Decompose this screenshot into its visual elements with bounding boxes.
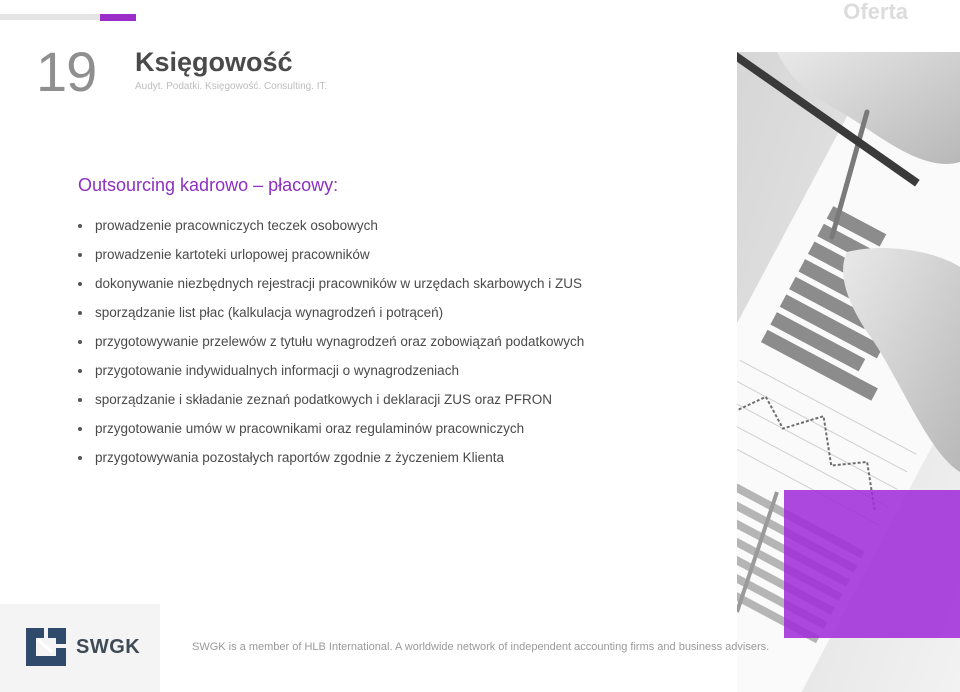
purple-accent-block [784, 490, 960, 638]
bullet-list [78, 212, 584, 473]
slide-title: Księgowość [135, 47, 293, 77]
bullet-dot-icon [78, 427, 82, 431]
list-item [78, 357, 584, 386]
bullet-dot-icon [78, 456, 82, 460]
bullet-dot-icon [78, 340, 82, 344]
slide-subtitle: Audyt. Podatki. Księgowość. Consulting. IT. [135, 81, 328, 92]
logo-text: SWGK [76, 635, 141, 658]
list-item-text: sporządzanie list płac (kalkulacja wynagrodzeń i potrąceń) [95, 305, 444, 320]
list-item-text: przygotowywanie przelewów z tytułu wynagrodzeń oraz zobowiązań podatkowych [95, 334, 585, 349]
list-item-text: przygotowanie umów w pracownikami oraz regulaminów pracowniczych [95, 421, 525, 436]
bullet-dot-icon [78, 282, 82, 286]
company-logo [26, 628, 140, 666]
bullet-dot-icon [78, 369, 82, 373]
top-accent-bar-grey [0, 14, 100, 20]
list-item-text: sporządzanie i składanie zeznań podatkowych i deklaracji ZUS oraz PFRON [95, 392, 552, 407]
bullet-dot-icon [78, 311, 82, 315]
swgk-logo-icon [26, 628, 66, 666]
list-item [78, 328, 584, 357]
list-item [78, 212, 584, 241]
list-item [78, 415, 584, 444]
bullet-dot-icon [78, 253, 82, 257]
top-accent-bar-purple [100, 14, 136, 21]
list-item-text: przygotowanie indywidualnych informacji o wynagrodzeniach [95, 363, 459, 378]
list-item [78, 241, 584, 270]
slide-number: 19 [36, 40, 97, 103]
section-heading: Outsourcing kadrowo – płacowy: [78, 175, 339, 195]
list-item [78, 299, 584, 328]
list-item [78, 444, 584, 473]
list-item-text: prowadzenie kartoteki urlopowej pracowników [95, 247, 370, 262]
bullet-dot-icon [78, 398, 82, 402]
list-item [78, 386, 584, 415]
list-item [78, 270, 584, 299]
footer-note: SWGK is a member of HLB International. A worldwide network of independent accounting firms and business advisers. [192, 641, 770, 653]
section-label: Oferta [843, 0, 908, 24]
list-item-text: prowadzenie pracowniczych teczek osobowych [95, 218, 378, 233]
list-item-text: przygotowywania pozostałych raportów zgodnie z życzeniem Klienta [95, 450, 504, 465]
list-item-text: dokonywanie niezbędnych rejestracji pracowników w urzędach skarbowych i ZUS [95, 276, 582, 291]
bullet-dot-icon [78, 224, 82, 228]
